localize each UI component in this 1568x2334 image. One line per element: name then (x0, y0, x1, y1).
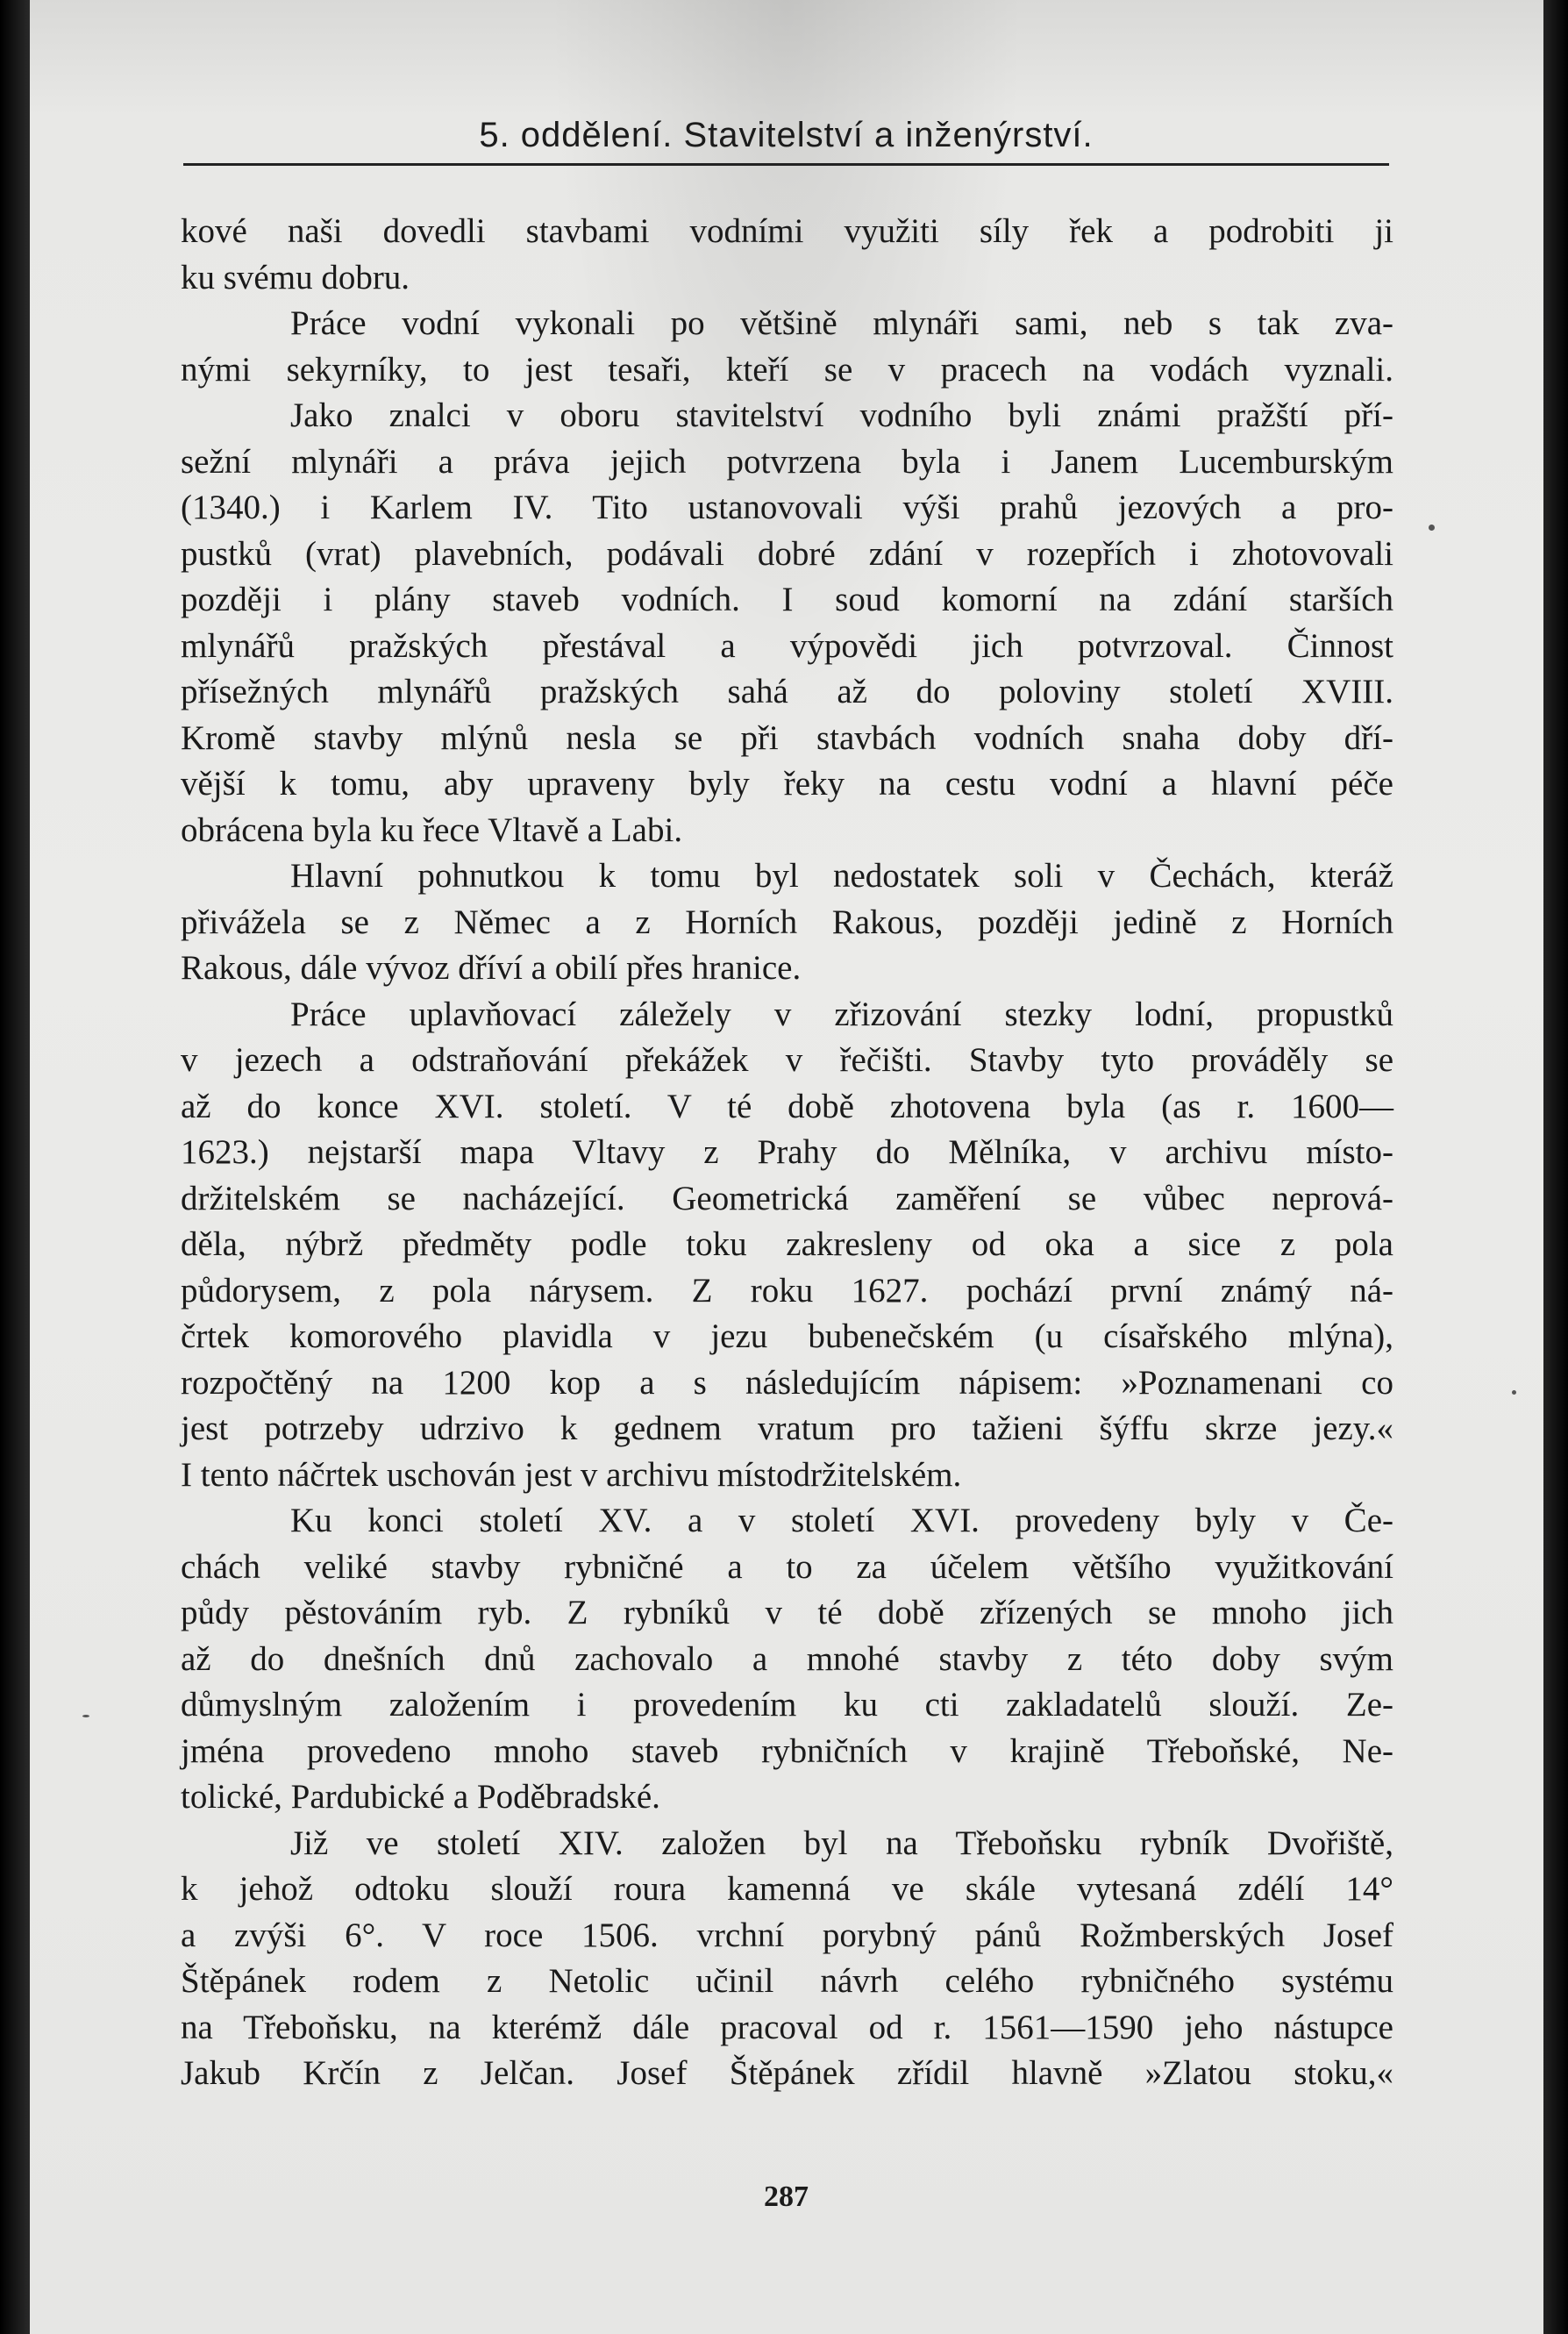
text-line: nými sekyrníky, to jest tesaři, kteří se v pracech na vodách vyznali. (181, 350, 1393, 389)
text-line: vější k tomu, aby upraveny byly řeky na cestu vodní a hlavní péče (181, 765, 1393, 803)
header-rule (183, 163, 1389, 166)
text-line: chách veliké stavby rybničné a to za účelem většího využitkování (181, 1547, 1393, 1586)
text-line: půdy pěstováním ryb. Z rybníků v té době zřízených se mnoho jich (181, 1594, 1393, 1631)
text-line: mlynářů pražských přestával a výpovědi jich potvrzoval. Činnost (181, 626, 1393, 665)
text-line: Rakous, dále vývoz dříví a obilí přes hranice. (181, 949, 802, 987)
scan-edge-right (1543, 0, 1568, 2334)
text-line: důmyslným založením i provedením ku cti zakladatelů slouží. Ze- (181, 1686, 1393, 1724)
print-speck (1512, 1390, 1516, 1395)
text-line: jména provedeno mnoho staveb rybničních v krajině Třeboňské, Ne- (181, 1731, 1393, 1770)
print-speck (1429, 525, 1435, 531)
text-line: Již ve století XIV. založen byl na Třeboňsku rybník Dvořiště, (290, 1824, 1393, 1862)
text-line: až do konce XVI. století. V té době zhotovena byla (as r. 1600— (181, 1087, 1393, 1125)
text-line: Štěpánek rodem z Netolic učinil návrh celého rybničného systému (181, 1962, 1393, 2000)
print-speck (82, 1715, 89, 1717)
text-line: v jezech a odstraňování překážek v řečišti. Stavby tyto prováděly se (181, 1041, 1393, 1079)
running-header: 5. oddělení. Stavitelství a inženýrství. (479, 116, 1094, 154)
text-line: Práce uplavňovací záležely v zřizování stezky lodní, propustků (290, 995, 1393, 1033)
text-line: až do dnešních dnů zachovalo a mnohé stavby z této doby svým (181, 1639, 1393, 1678)
text-line: držitelském se nacházející. Geometrická zaměření se vůbec neprová- (181, 1179, 1393, 1217)
text-line: Ku konci století XV. a v století XVI. provedeny byly v Če- (290, 1502, 1393, 1539)
text-line: pustků (vrat) plavebních, podávali dobré zdání v rozepřích i zhotovovali (181, 534, 1393, 573)
body-text (181, 209, 1393, 2097)
text-line: 1623.) nejstarší mapa Vltavy z Prahy do Mělníka, v archivu místo- (181, 1133, 1393, 1171)
text-line: ku svému dobru. (181, 258, 410, 296)
text-line: a zvýši 6°. V roce 1506. vrchní porybný pánů Rožmberských Josef (181, 1916, 1393, 1954)
text-line: (1340.) i Karlem IV. Tito ustanovovali výši prahů jezových a pro- (181, 489, 1393, 526)
text-line: Hlavní pohnutkou k tomu byl nedostatek soli v Čechách, kteráž (290, 857, 1393, 895)
text-line: obrácena byla ku řece Vltavě a Labi. (181, 810, 683, 849)
text-line: Práce vodní vykonali po většině mlynáři sami, neb s tak zva- (290, 304, 1393, 342)
text-line: črtek komorového plavidla v jezu bubenečském (u císařského mlýna), (181, 1317, 1393, 1355)
text-line: kové naši dovedli stavbami vodními využiti síly řek a podrobiti ji (181, 212, 1393, 250)
scan-edge-left (0, 0, 30, 2334)
text-line: přísežných mlynářů pražských sahá až do poloviny století XVIII. (181, 673, 1393, 710)
page-number: 287 (764, 2181, 809, 2213)
text-line: přivážela se z Němec a z Horních Rakous, později jedině z Horních (181, 903, 1393, 941)
text-line: tolické, Pardubické a Poděbradské. (181, 1778, 660, 1816)
text-line: sežní mlynáři a práva jejich potvrzena byla i Janem Lucemburským (181, 442, 1393, 481)
book-page (30, 0, 1543, 2334)
text-line: Kromě stavby mlýnů nesla se při stavbách vodních snaha doby dří- (181, 718, 1393, 757)
text-line: děla, nýbrž předměty podle toku zakresleny od oka a sice z pola (181, 1225, 1393, 1263)
text-line: později i plány staveb vodních. I soud komorní na zdání starších (181, 581, 1393, 618)
text-line: rozpočtěný na 1200 kop a s následujícím nápisem: »Poznamenani co (181, 1363, 1393, 1402)
text-line: jest potrzeby udrzivo k gednem vratum pro tažieni šýffu skrze jezy.« (181, 1410, 1393, 1447)
text-line: k jehož odtoku slouží roura kamenná ve skále vytesaná zdélí 14° (181, 1870, 1393, 1908)
text-line: Jako znalci v oboru stavitelství vodního byli známi pražští pří- (290, 396, 1393, 434)
text-line: I tento náčrtek uschován jest v archivu místodržitelském. (181, 1455, 962, 1494)
text-line: na Třeboňsku, na kterémž dále pracoval od r. 1561—1590 jeho nástupce (181, 2008, 1393, 2046)
text-line: Jakub Krčín z Jelčan. Josef Štěpánek zřídil hlavně »Zlatou stoku,« (181, 2054, 1393, 2092)
text-line: půdorysem, z pola nárysem. Z roku 1627. pochází první známý ná- (181, 1271, 1393, 1310)
